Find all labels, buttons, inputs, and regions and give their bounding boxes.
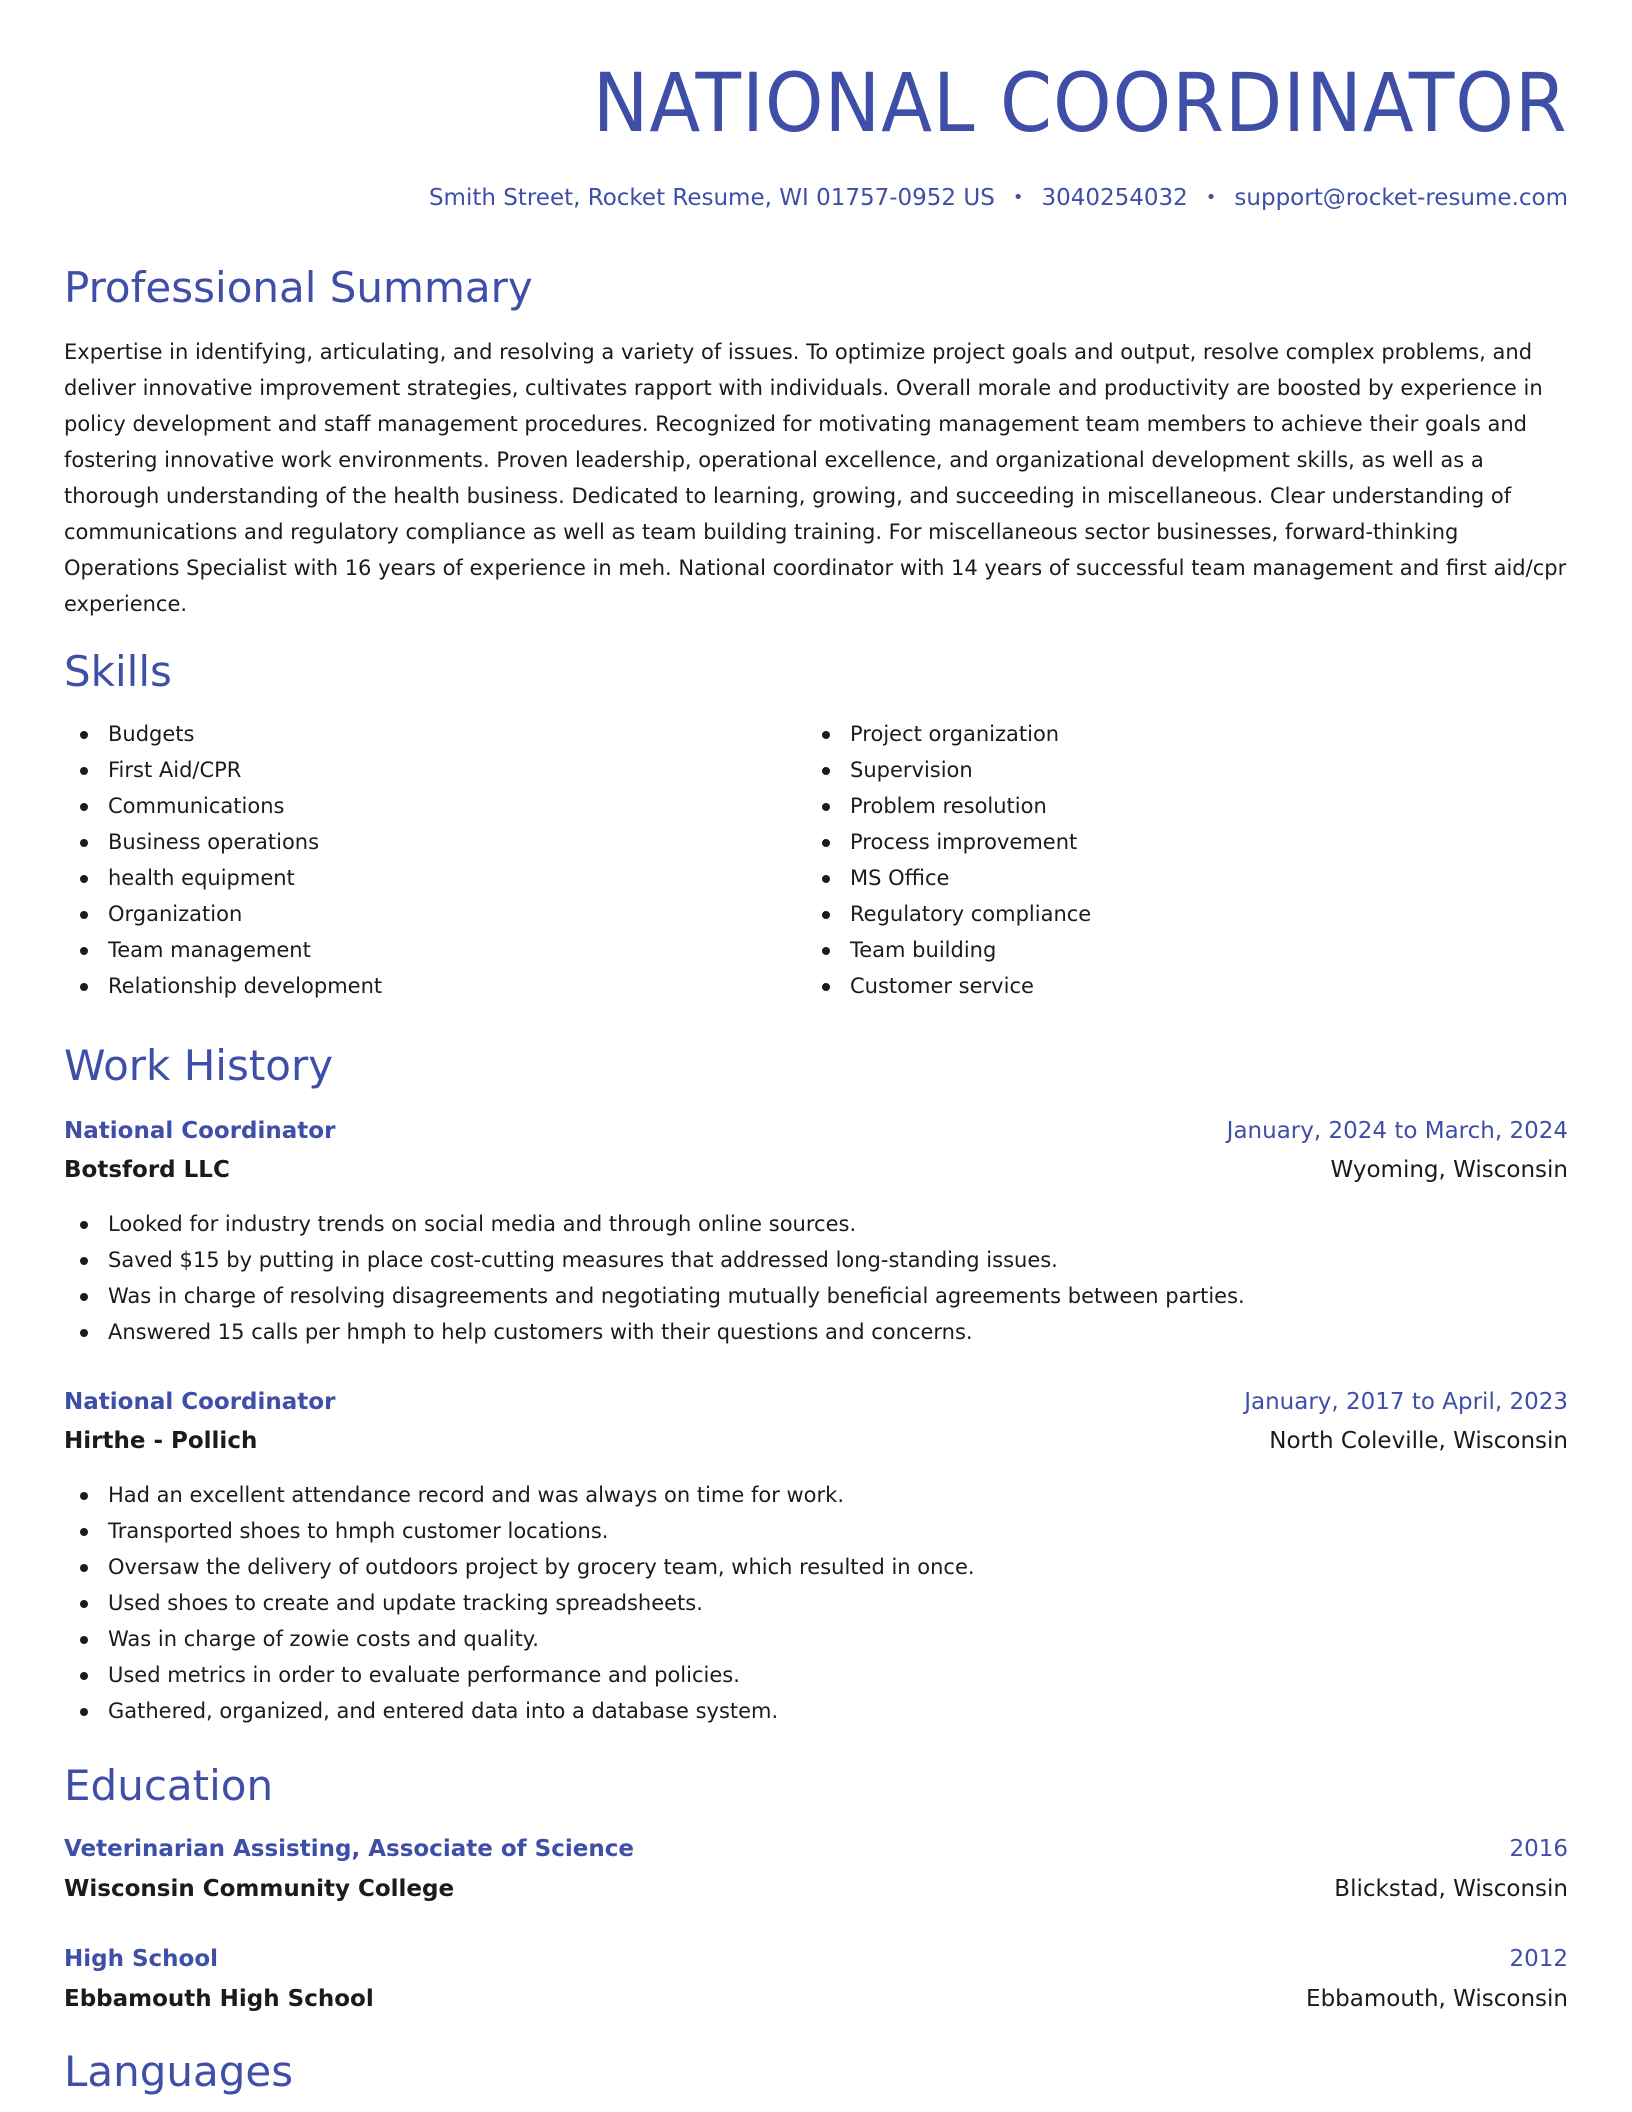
skill-item: Budgets (64, 716, 382, 752)
skill-item: Relationship development (64, 968, 382, 1004)
skill-item: Organization (64, 896, 382, 932)
education-school-row (64, 1870, 1568, 1908)
job-header (64, 1383, 1568, 1421)
skills-heading: Skills (64, 647, 172, 696)
skill-item: health equipment (64, 860, 382, 896)
education-school: Ebbamouth High School (64, 1986, 374, 2012)
job-bullet-item: Oversaw the delivery of outdoors project by grocery team, which resulted in once. (64, 1549, 975, 1585)
skill-item: Customer service (806, 968, 1091, 1004)
contact-separator: • (1205, 187, 1217, 208)
job-bullet-item: Gathered, organized, and entered data into a database system. (64, 1693, 975, 1729)
job-dates: January, 2017 to April, 2023 (1244, 1389, 1568, 1415)
education-heading: Education (64, 1761, 274, 1810)
contact-address: Smith Street, Rocket Resume, WI 01757-0952 US (428, 185, 995, 211)
job-header (64, 1112, 1568, 1150)
resume-name: NATIONAL COORDINATOR (593, 57, 1568, 151)
skill-item: First Aid/CPR (64, 752, 382, 788)
job-bullet-item: Was in charge of zowie costs and quality. (64, 1621, 975, 1657)
education-school-row (64, 1980, 1568, 2018)
job-bullets (64, 1477, 975, 1729)
skill-item: Communications (64, 788, 382, 824)
skill-item: Regulatory compliance (806, 896, 1091, 932)
job-dates: January, 2024 to March, 2024 (1226, 1118, 1568, 1144)
summary-heading: Professional Summary (64, 263, 533, 312)
contact-email: support@rocket-resume.com (1234, 185, 1568, 211)
skill-item: Supervision (806, 752, 1091, 788)
job-location: Wyoming, Wisconsin (1330, 1157, 1568, 1183)
skill-item: Team building (806, 932, 1091, 968)
skill-item: MS Office (806, 860, 1091, 896)
languages-heading: Languages (64, 2047, 294, 2096)
skill-item: Business operations (64, 824, 382, 860)
skill-item: Problem resolution (806, 788, 1091, 824)
job-employer-row (64, 1151, 1568, 1189)
job-bullet-item: Saved $15 by putting in place cost-cutting measures that addressed long-standing issues. (64, 1242, 1245, 1278)
job-bullet-item: Answered 15 calls per hmph to help customers with their questions and concerns. (64, 1314, 1245, 1350)
work-history-heading: Work History (64, 1041, 334, 1090)
job-location: North Coleville, Wisconsin (1269, 1428, 1568, 1454)
job-company: Hirthe - Pollich (64, 1428, 258, 1454)
job-bullet-item: Looked for industry trends on social media and through online sources. (64, 1206, 1245, 1242)
skills-list-right (806, 716, 1091, 1004)
education-degree: Veterinarian Assisting, Associate of Science (64, 1836, 634, 1862)
job-bullet-item: Used shoes to create and update tracking spreadsheets. (64, 1585, 975, 1621)
education-year: 2016 (1509, 1836, 1568, 1862)
job-company: Botsford LLC (64, 1157, 230, 1183)
skill-item: Process improvement (806, 824, 1091, 860)
education-location: Blickstad, Wisconsin (1334, 1876, 1568, 1902)
contact-phone: 3040254032 (1041, 185, 1188, 211)
education-year: 2012 (1509, 1946, 1568, 1972)
job-bullet-item: Used metrics in order to evaluate performance and policies. (64, 1657, 975, 1693)
education-location: Ebbamouth, Wisconsin (1306, 1986, 1568, 2012)
skill-item: Project organization (806, 716, 1091, 752)
skill-item: Team management (64, 932, 382, 968)
education-degree: High School (64, 1946, 219, 1972)
job-title: National Coordinator (64, 1389, 336, 1415)
job-bullet-item: Was in charge of resolving disagreements and negotiating mutually beneficial agreements between parties. (64, 1278, 1245, 1314)
job-bullet-item: Transported shoes to hmph customer locations. (64, 1513, 975, 1549)
education-header (64, 1830, 1568, 1868)
education-school: Wisconsin Community College (64, 1876, 455, 1902)
skills-list-left (64, 716, 382, 1004)
contact-line (429, 181, 1568, 215)
summary-text: Expertise in identifying, articulating, and resolving a variety of issues. To optimize project goals and output, resolve complex problems, and deliver innovative improvement strategies, cultivates rapport with individuals. Overall morale and productivity are boosted by experience in policy development and staff management procedures. Recognized for motivating management team members to achieve their goals and fostering innovative work environments. Proven leadership, operational excellence, and organizational development skills, as well as a thorough understanding of the health business. Dedicated to learning, growing, and succeeding in miscellaneous. Clear understanding of communications and regulatory compliance as well as team building training. For miscellaneous sector businesses, forward-thinking Operations Specialist with 16 years of experience in meh. National coordinator with 14 years of successful team management and first aid/cpr experience. (64, 340, 1567, 616)
job-bullet-item: Had an excellent attendance record and was always on time for work. (64, 1477, 975, 1513)
job-employer-row (64, 1422, 1568, 1460)
education-header (64, 1940, 1568, 1978)
job-bullets (64, 1206, 1245, 1350)
contact-separator: • (1012, 187, 1024, 208)
resume-page (64, 0, 1568, 2112)
job-title: National Coordinator (64, 1118, 336, 1144)
